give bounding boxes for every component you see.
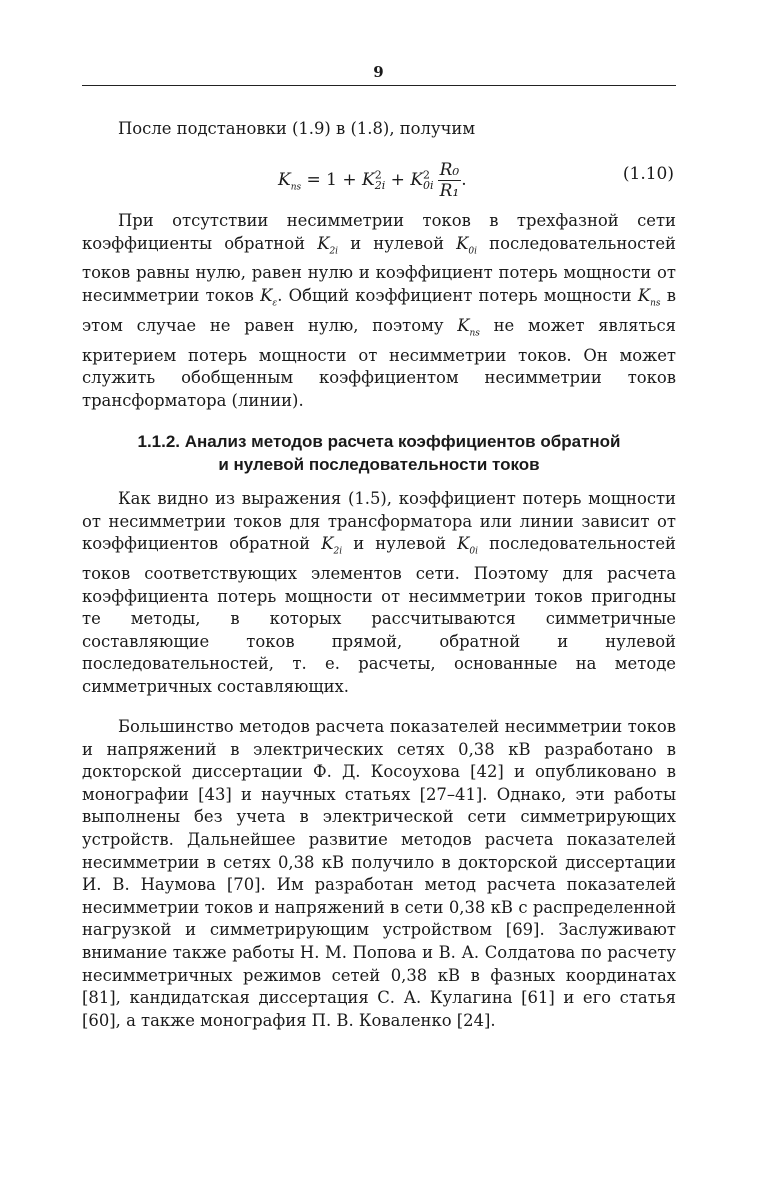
formula-term3-sup: 2 [423,168,431,182]
p1-kns-2-sub: ns [469,328,480,339]
p1-text-3: последовательностей токов равны нулю, равен нулю и коэффициент потерь мощности от несимметрии токов [82,233,676,306]
p1-kns-sub: ns [650,298,661,309]
header-rule [82,85,676,86]
section-heading-line-2: и нулевой последовательности токов [218,455,540,474]
p2-k2i-sub: 2i [333,546,343,557]
p2-text-1: Как видно из выражения (1.5), коэффициент потерь мощности от несимметрии токов для трансформатора или линии зависит от коэффициентов обратной [82,489,676,554]
p1-k2i: K [317,233,330,253]
formula-term3-symbol: K [410,170,424,190]
formula-lhs-sub: ns [290,182,302,193]
p1-text-2: и нулевой [338,233,457,253]
p1-ke: K [260,286,273,306]
equation-number: (1.10) [622,164,674,184]
formula-rhs-part1: = 1 + [301,170,363,190]
p2-text-2: и нулевой [342,534,458,554]
p1-k0i-sub: 0i [468,245,478,256]
formula-fraction [438,160,462,201]
p1-kns: K [637,286,651,306]
p2-k0i: K [457,534,470,554]
formula-term2-symbol: K [362,170,375,190]
formula-term3-sub: 0i [423,179,434,193]
formula-term2-sub: 2i [374,179,386,193]
p1-ke-sub: ε [272,298,278,309]
paragraph-1 [82,210,676,413]
p1-text-5: в этом случае не равен нулю, поэтому [82,286,676,335]
formula-end-dot: . [461,170,467,190]
formula-plus: + [385,170,411,190]
p2-k2i: K [321,534,334,554]
formula-frac-den: R₁ [439,181,460,201]
formula-frac-num: R₀ [439,160,460,180]
p1-kns-2: K [457,315,470,335]
formula-lhs-symbol: K [278,170,291,190]
p1-text-6: не может являться критерием потерь мощности от несимметрии токов. Он может служить обобщенным коэффициентом несимметрии токов трансформатора (линии). [82,315,676,410]
p2-k0i-sub: 0i [469,546,479,557]
formula-term2-sup: 2 [374,168,382,182]
p1-k0i: K [456,233,469,253]
section-heading [82,430,676,476]
p2-text-3: последовательностей токов соответствующих элементов сети. Поэтому для расчета коэффициента потерь мощности от несимметрии токов пригодны те методы, в которых рассчитываются симметричные составляющие токов прямой, обратной и нулевой последовательностей, т. е. расчеты, основанные на методе симметричных составляющих. [82,534,676,697]
p1-k2i-sub: 2i [329,245,339,256]
formula-expression [278,160,467,201]
p1-text-1: При отсутствии несимметрии токов в трехфазной сети коэффициенты обратной [82,211,676,253]
paragraph-3: Большинство методов расчета показателей несимметрии токов и напряжений в электрических сетях 0,38 кВ разработано в докторской диссертации Ф. Д. Косоухова [42] и опубликовано в монографии [43] и научных статьях [27–41]. Однако, эти работы выполнены без учета в электрической сети симметрирующих устройств. Дальнейшее развитие методов расчета показателей несимметрии в сетях 0,38 кВ получило в докторской диссертации И. В. Наумова [70]. Им разработан метод расчета показателей несимметрии токов и напряжений в сети 0,38 кВ с распределенной нагрузкой и симметрирующим устройством [69]. Заслуживают внимание также работы Н. М. Попова и В. А. Солдатова по расчету несимметричных режимов сетей 0,38 кВ в фазных координатах [81], кандидатская диссертация С. А. Кулагина [61] и его статья [60], а также монография П. В. Коваленко [24]. [82,717,676,1030]
section-heading-line-1: 1.1.2. Анализ методов расчета коэффициентов обратной [137,432,621,451]
page-number: 9 [373,63,384,81]
paragraph-2 [82,488,676,699]
paragraph-intro: После подстановки (1.9) в (1.8), получим [118,119,476,138]
p1-text-4: . Общий коэффициент потерь мощности [277,286,638,306]
formula-1-10 [260,152,680,202]
